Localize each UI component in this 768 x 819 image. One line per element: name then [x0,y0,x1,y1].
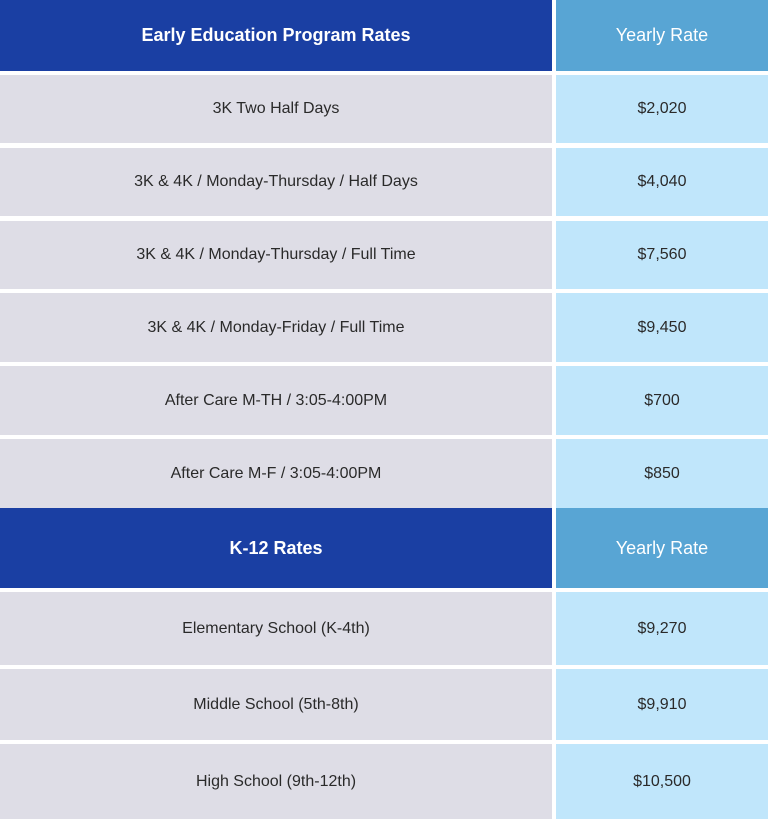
early-education-title: Early Education Program Rates [0,0,552,71]
table-row [0,293,768,362]
table-row [0,669,768,740]
table-row [0,75,768,143]
table-row [0,744,768,819]
program-name: After Care M-F / 3:05-4:00PM [0,439,552,508]
program-name: Middle School (5th-8th) [0,669,552,740]
program-rate: $2,020 [556,75,768,143]
early-education-rate-header: Yearly Rate [556,0,768,71]
program-name: Elementary School (K-4th) [0,592,552,665]
program-rate: $7,560 [556,221,768,289]
program-rate: $4,040 [556,148,768,216]
k12-title: K-12 Rates [0,508,552,588]
early-education-header-row [0,0,768,71]
program-name: 3K Two Half Days [0,75,552,143]
program-name: After Care M-TH / 3:05-4:00PM [0,366,552,435]
program-name: High School (9th-12th) [0,744,552,819]
program-rate: $850 [556,439,768,508]
program-rate: $9,450 [556,293,768,362]
table-row [0,148,768,216]
k12-rate-header: Yearly Rate [556,508,768,588]
program-name: 3K & 4K / Monday-Friday / Full Time [0,293,552,362]
program-rate: $10,500 [556,744,768,819]
program-rate: $9,910 [556,669,768,740]
program-rate: $700 [556,366,768,435]
program-name: 3K & 4K / Monday-Thursday / Half Days [0,148,552,216]
program-rate: $9,270 [556,592,768,665]
k12-header-row [0,508,768,588]
table-row [0,439,768,508]
table-row [0,592,768,665]
program-name: 3K & 4K / Monday-Thursday / Full Time [0,221,552,289]
table-row [0,221,768,289]
table-row [0,366,768,435]
